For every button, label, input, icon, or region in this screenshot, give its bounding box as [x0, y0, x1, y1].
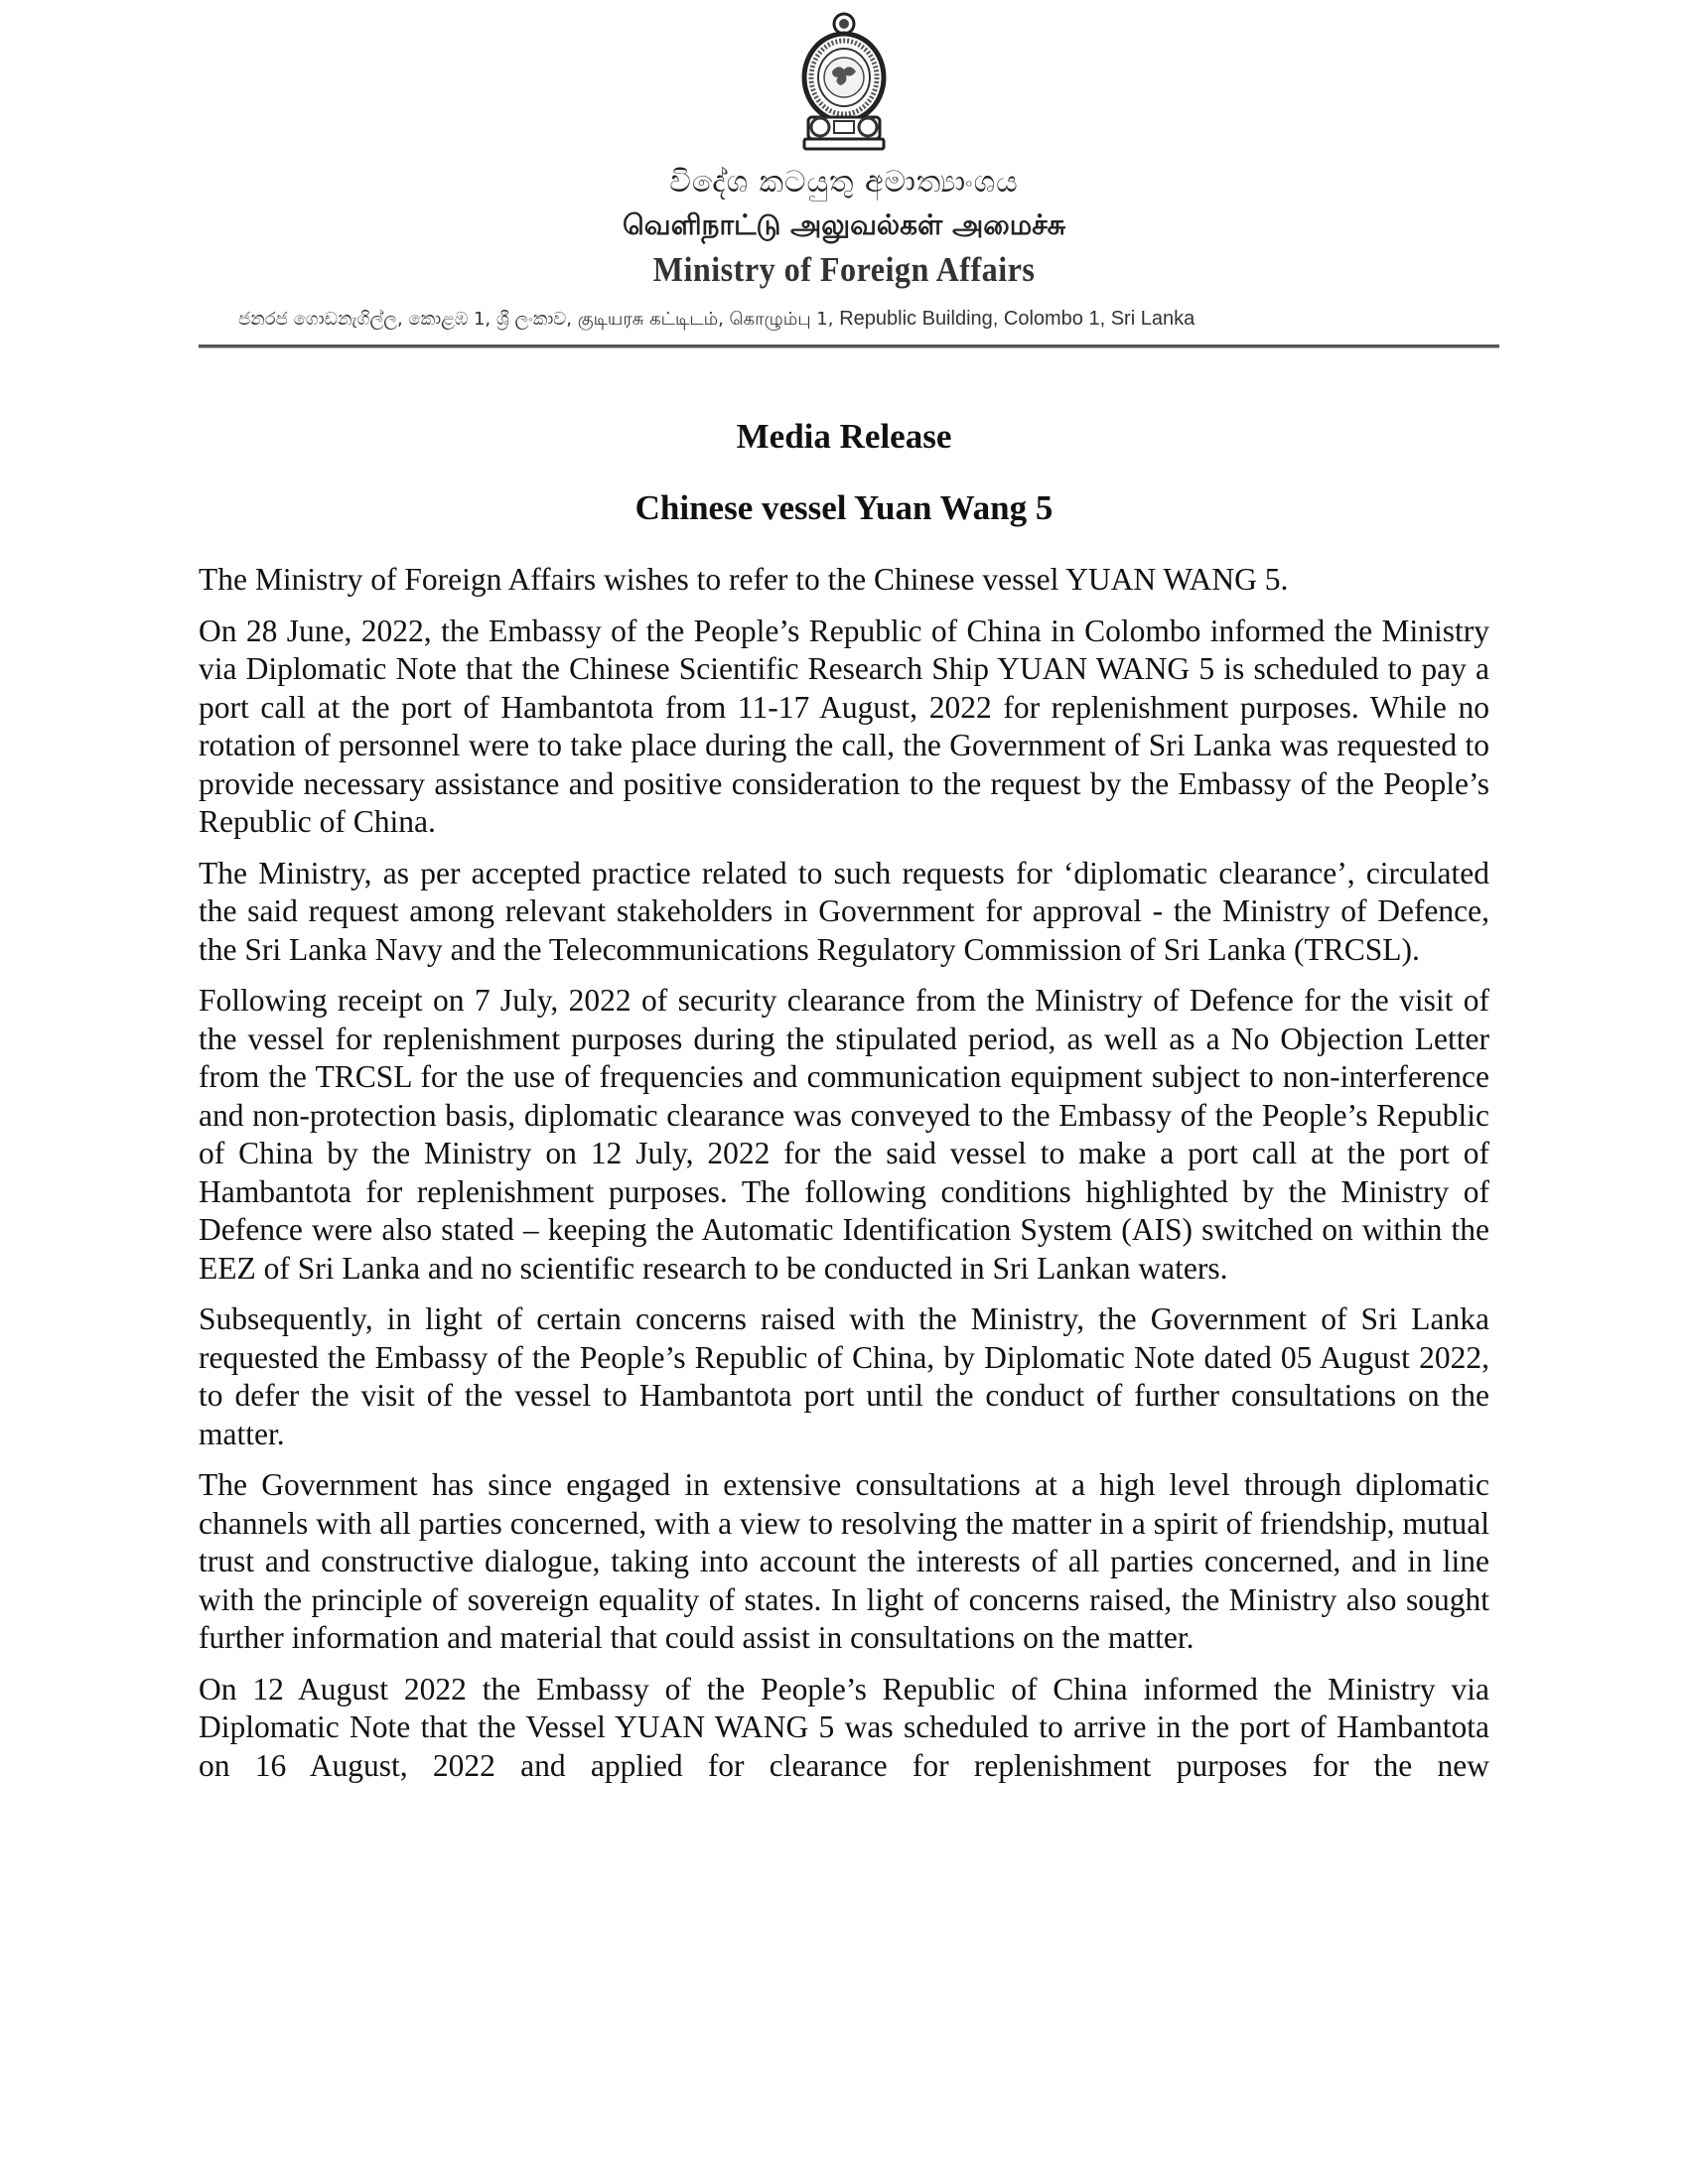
paragraph: Following receipt on 7 July, 2022 of security clearance from the Ministry of Defence for the visit of the vessel for replenishment purposes during the stipulated period, as well as a No Objection Letter from the TRCSL for the use of frequencies and communication equipment subject to non-interference and non-protection basis, diplomatic clearance was conveyed to the Embassy of the People’s Republic of China by the Ministry on 12 July, 2022 for the said vessel to make a port call at the port of Hambantota for replenishment purposes. The following conditions highlighted by the Ministry of Defence were also stated – keeping the Automatic Identification System (AIS) switched on within the EEZ of Sri Lanka and no scientific research to be conducted in Sri Lankan waters.	[199, 983, 1489, 1286]
ministry-name-english: Ministry of Foreign Affairs	[652, 250, 1036, 289]
paragraph: The Government has since engaged in extensive consultations at a high level through diplomatic channels with all parties concerned, with a view to resolving the matter in a spirit of friendship, mutual trust and constructive dialogue, taking into account the interests of all parties concerned, and in line with the principle of sovereign equality of states. In light of concerns raised, the Ministry also sought further information and material that could assist in consultations on the matter.	[199, 1467, 1489, 1655]
ministry-address	[238, 308, 1450, 332]
address-tamil: குடியரசு கட்டிடம், கொழும்பு 1,	[577, 309, 834, 330]
paragraph: On 28 June, 2022, the Embassy of the People’s Republic of China in Colombo informed the Ministry via Diplomatic Note that the Chinese Scientific Research Ship YUAN WANG 5 is scheduled to pay a port call at the port of Hambantota from 11-17 August, 2022 for replenishment purposes. While no rotation of personnel were to take place during the call, the Government of Sri Lanka was requested to provide necessary assistance and positive consideration to the request by the Embassy of the People’s Republic of China.	[199, 613, 1489, 839]
paragraph: The Ministry, as per accepted practice related to such requests for ‘diplomatic clearance’, circulated the said request among relevant stakeholders in Government for approval - the Ministry of Defence, the Sri Lanka Navy and the Telecommunications Regulatory Commission of Sri Lanka (TRCSL).	[199, 855, 1489, 967]
government-emblem-icon	[794, 10, 894, 154]
document-subheading: Chinese vessel Yuan Wang 5	[634, 488, 1054, 527]
address-sinhala: ජනරජ ගොඩනැගිල්ල, කොළඹ 1, ශ්‍රී ලංකාව,	[238, 309, 572, 330]
ministry-name-sinhala: විදේශ කටයුතු අමාත්‍යාංශය	[669, 165, 1019, 200]
paragraph: On 12 August 2022 the Embassy of the People’s Republic of China informed the Ministry via Diplomatic Note that the Vessel YUAN WANG 5 was scheduled to arrive in the port of Hambantota on 16 August, 2022 and applied for clearance for replenishment purposes for the new	[199, 1671, 1489, 1783]
document-body	[199, 561, 1489, 1798]
ministry-name-tamil: வெளிநாட்டு அலுவல்கள் அமைச்சு	[622, 208, 1065, 241]
address-english: Republic Building, Colombo 1, Sri Lanka	[839, 308, 1196, 330]
document-heading: Media Release	[736, 417, 952, 456]
paragraph: The Ministry of Foreign Affairs wishes to refer to the Chinese vessel YUAN WANG 5.	[199, 562, 1289, 597]
paragraph: Subsequently, in light of certain concerns raised with the Ministry, the Government of Sri Lanka requested the Embassy of the People’s Republic of China, by Diplomatic Note dated 05 August 2022, to defer the visit of the vessel to Hambantota port until the conduct of further consultations on the matter.	[199, 1301, 1489, 1451]
letterhead-divider	[199, 344, 1499, 348]
